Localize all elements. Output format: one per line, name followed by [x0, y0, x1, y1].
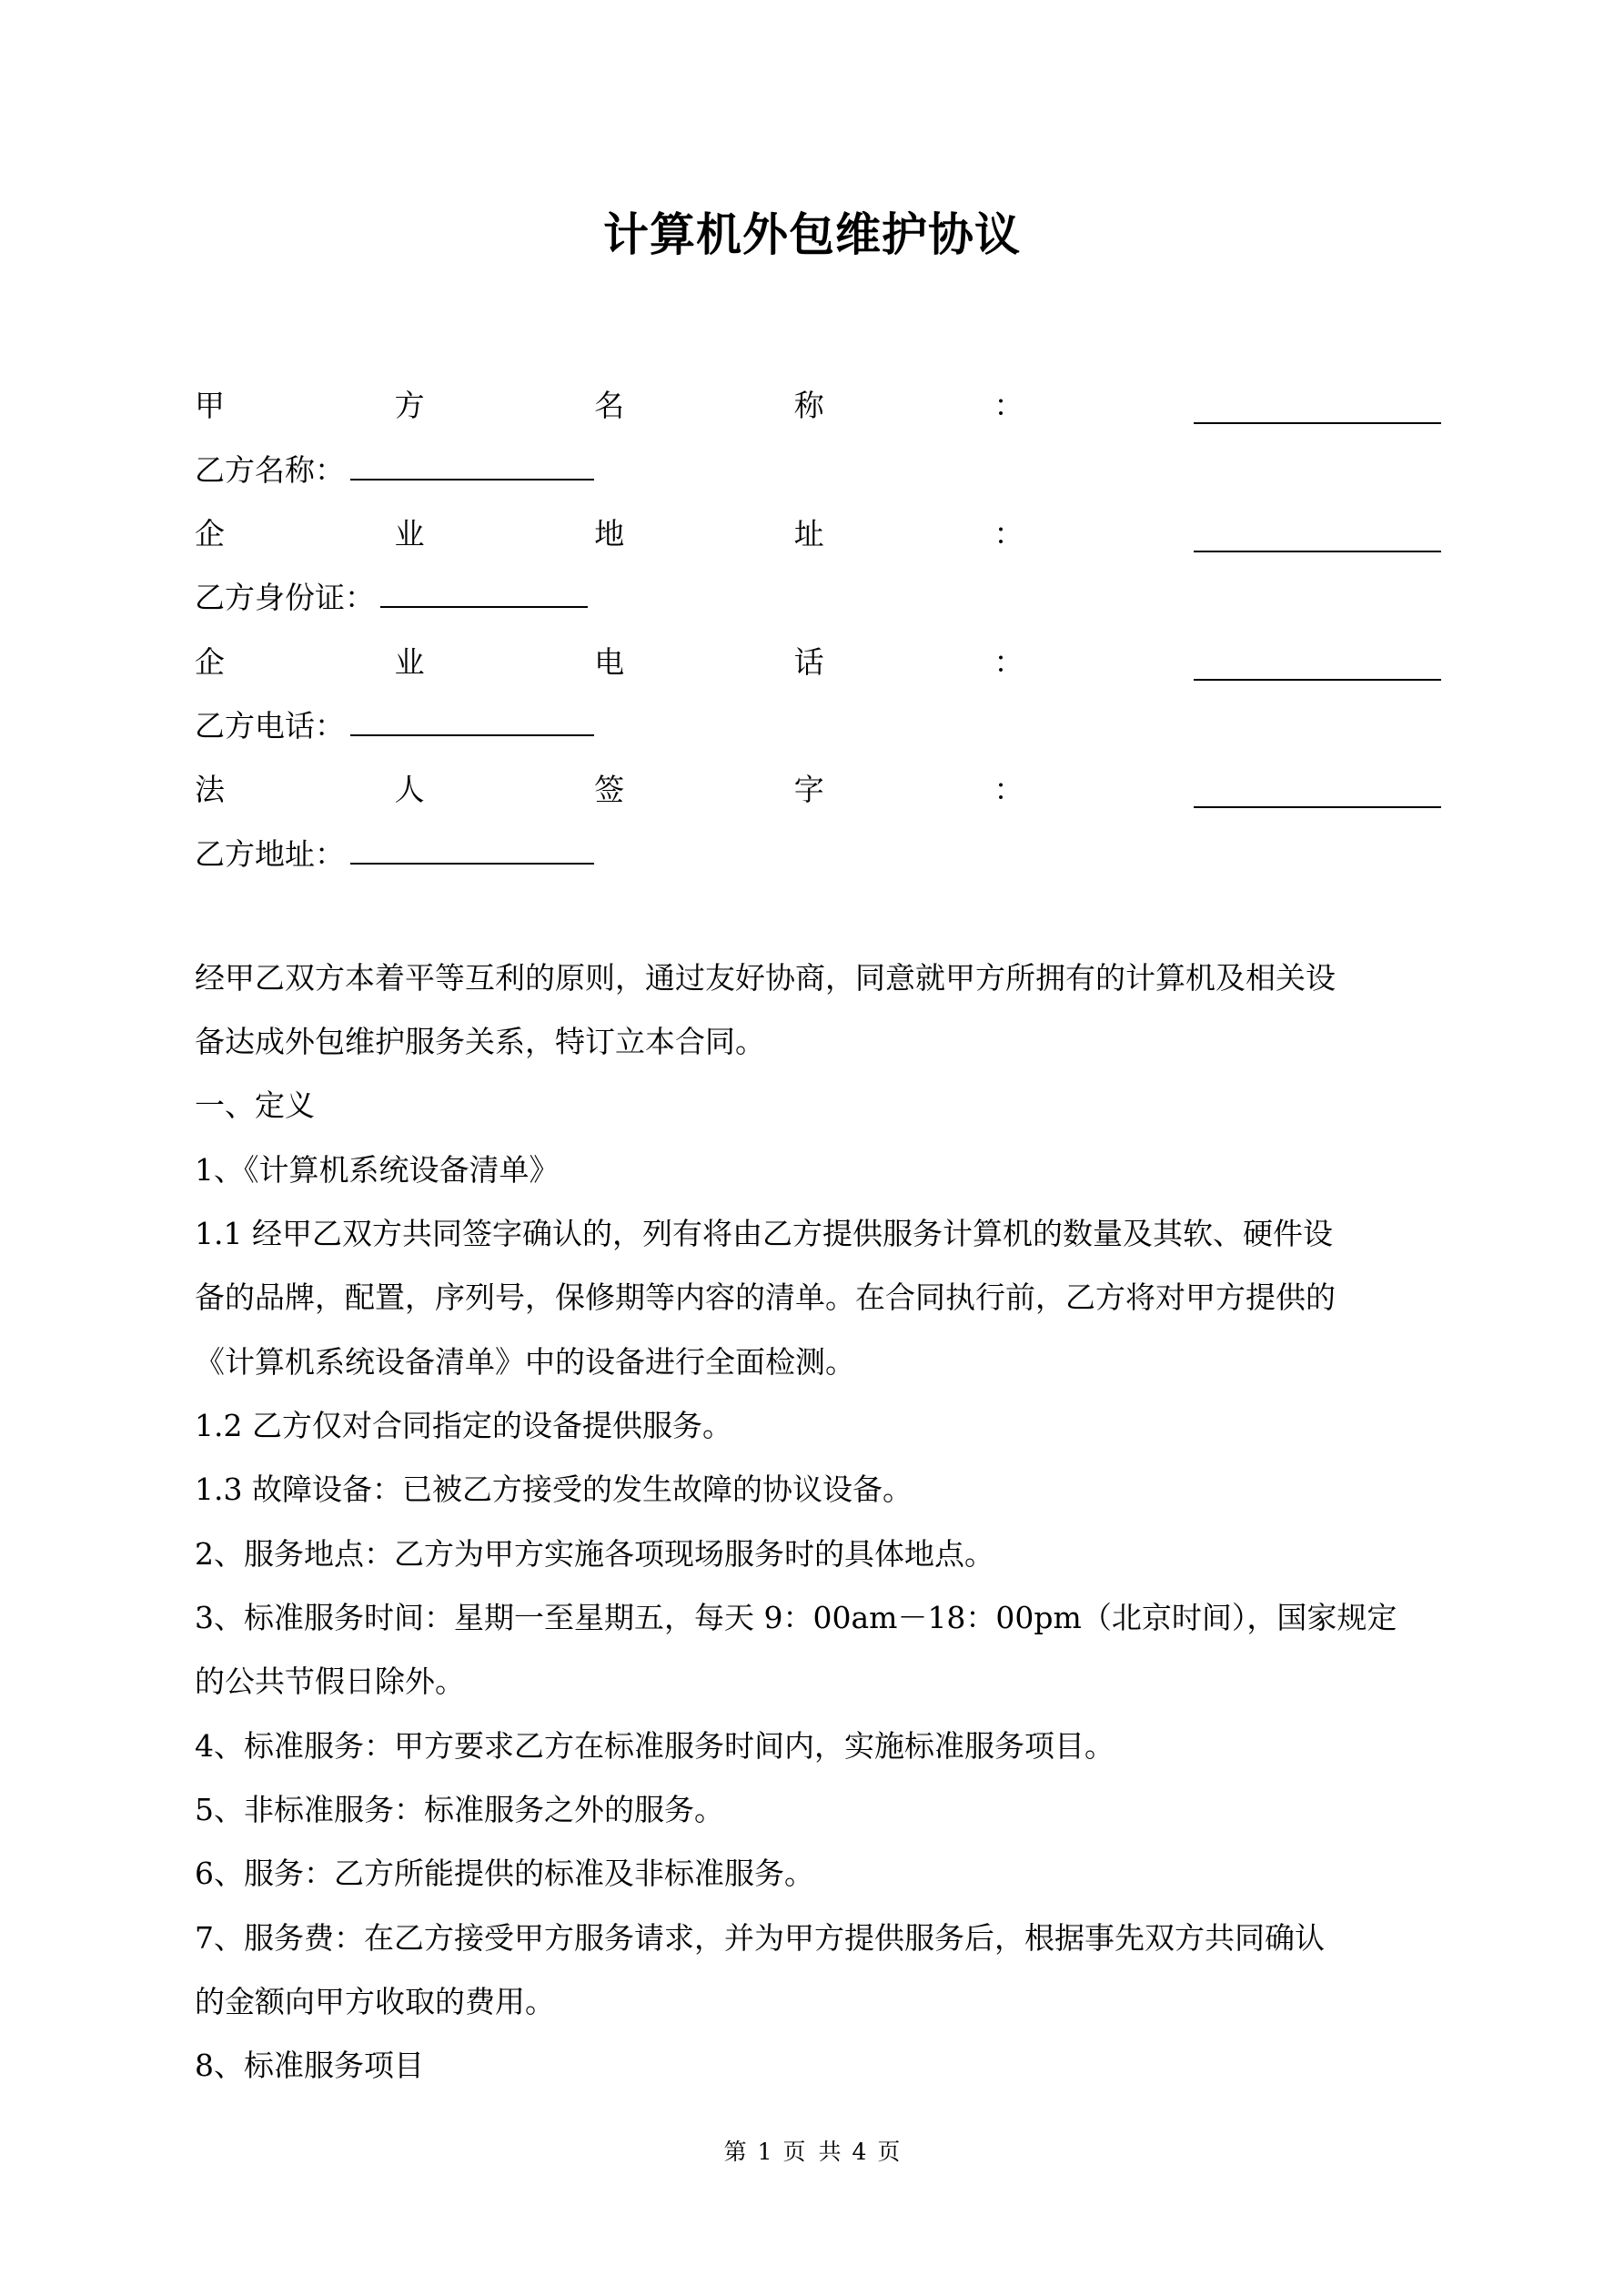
field-label-char: 法 — [195, 772, 225, 807]
field-colon: ： — [994, 516, 1024, 551]
section-heading: 一、定义 — [195, 1087, 315, 1123]
field-party-b-phone — [195, 708, 1441, 744]
fill-in-blank[interactable] — [1194, 781, 1441, 808]
field-label-char: 企 — [195, 644, 225, 680]
document-title: 计算机外包维护协议 — [603, 208, 1021, 261]
fill-in-blank[interactable] — [1194, 525, 1441, 552]
field-label-char: 业 — [394, 644, 425, 680]
clause-line: 5、非标准服务：标准服务之外的服务。 — [195, 1792, 724, 1827]
fill-in-blank[interactable] — [1194, 397, 1441, 424]
clause-line: 6、服务：乙方所能提供的标准及非标准服务。 — [195, 1856, 814, 1891]
clause-line: 备的品牌，配置，序列号，保修期等内容的清单。在合同执行前，乙方将对甲方提供的 — [195, 1279, 1336, 1315]
field-party-a-name — [195, 388, 1441, 424]
field-party-a-address — [195, 516, 1441, 552]
field-label-char: 方 — [394, 388, 425, 423]
field-label-char: 地 — [594, 516, 625, 551]
fill-in-blank[interactable] — [350, 709, 594, 736]
clause-line: 的金额向甲方收取的费用。 — [195, 1984, 555, 2019]
clause-line: 1.3 故障设备：已被乙方接受的发生故障的协议设备。 — [195, 1472, 913, 1507]
field-label-char: 甲 — [195, 388, 225, 423]
field-label: 乙方电话： — [195, 708, 345, 743]
field-label: 乙方身份证： — [195, 580, 375, 615]
clause-line: 7、服务费：在乙方接受甲方服务请求，并为甲方提供服务后，根据事先双方共同确认 — [195, 1920, 1325, 1956]
fill-in-blank[interactable] — [350, 453, 594, 480]
clause-line: 3、标准服务时间：星期一至星期五，每天 9：00am－18：00pm（北京时间），国家规定 — [195, 1600, 1397, 1635]
field-label-char: 人 — [394, 772, 425, 807]
clause-heading: 8、标准服务项目 — [195, 2048, 424, 2083]
field-label-char: 企 — [195, 516, 225, 551]
clause-heading: 1、《计算机系统设备清单》 — [195, 1152, 560, 1188]
field-colon: ： — [994, 644, 1024, 680]
field-label-char: 签 — [594, 772, 625, 807]
fill-in-blank[interactable] — [380, 581, 588, 608]
field-party-b-address — [195, 836, 1441, 873]
current-page-number: 1 — [757, 2139, 772, 2165]
fill-in-blank[interactable] — [350, 837, 594, 865]
field-label-char: 电 — [594, 644, 625, 680]
field-label-char: 址 — [793, 516, 824, 551]
field-label: 乙方名称： — [195, 452, 345, 488]
field-label-char: 称 — [793, 388, 824, 423]
body-paragraph-line: 经甲乙双方本着平等互利的原则，通过友好协商，同意就甲方所拥有的计算机及相关设 — [195, 960, 1336, 996]
fill-in-blank[interactable] — [1194, 653, 1441, 681]
field-party-a-phone — [195, 644, 1441, 681]
field-label-char: 话 — [793, 644, 824, 680]
field-label-char: 名 — [594, 388, 625, 423]
clause-line: 2、服务地点：乙方为甲方实施各项现场服务时的具体地点。 — [195, 1536, 994, 1572]
footer-suffix: 页 — [877, 2139, 901, 2165]
field-colon: ： — [994, 388, 1024, 423]
field-party-b-id — [195, 580, 1441, 616]
field-label: 乙方地址： — [195, 836, 345, 872]
field-party-b-name — [195, 452, 1441, 489]
field-colon: ： — [994, 772, 1024, 807]
clause-line: 《计算机系统设备清单》中的设备进行全面检测。 — [195, 1344, 855, 1380]
field-label-char: 业 — [394, 516, 425, 551]
footer-middle: 页 共 — [782, 2139, 842, 2165]
body-paragraph-line: 备达成外包维护服务关系，特订立本合同。 — [195, 1024, 765, 1059]
field-label-char: 字 — [793, 772, 824, 807]
footer-prefix: 第 — [723, 2139, 747, 2165]
clause-line: 1.1 经甲乙双方共同签字确认的，列有将由乙方提供服务计算机的数量及其软、硬件设 — [195, 1216, 1333, 1251]
clause-line: 的公共节假日除外。 — [195, 1664, 465, 1699]
field-legal-signature — [195, 772, 1441, 808]
clause-line: 4、标准服务：甲方要求乙方在标准服务时间内，实施标准服务项目。 — [195, 1728, 1115, 1764]
clause-line: 1.2 乙方仅对合同指定的设备提供服务。 — [195, 1408, 732, 1443]
page-number-footer — [0, 2139, 1624, 2166]
total-pages-number: 4 — [852, 2139, 867, 2165]
